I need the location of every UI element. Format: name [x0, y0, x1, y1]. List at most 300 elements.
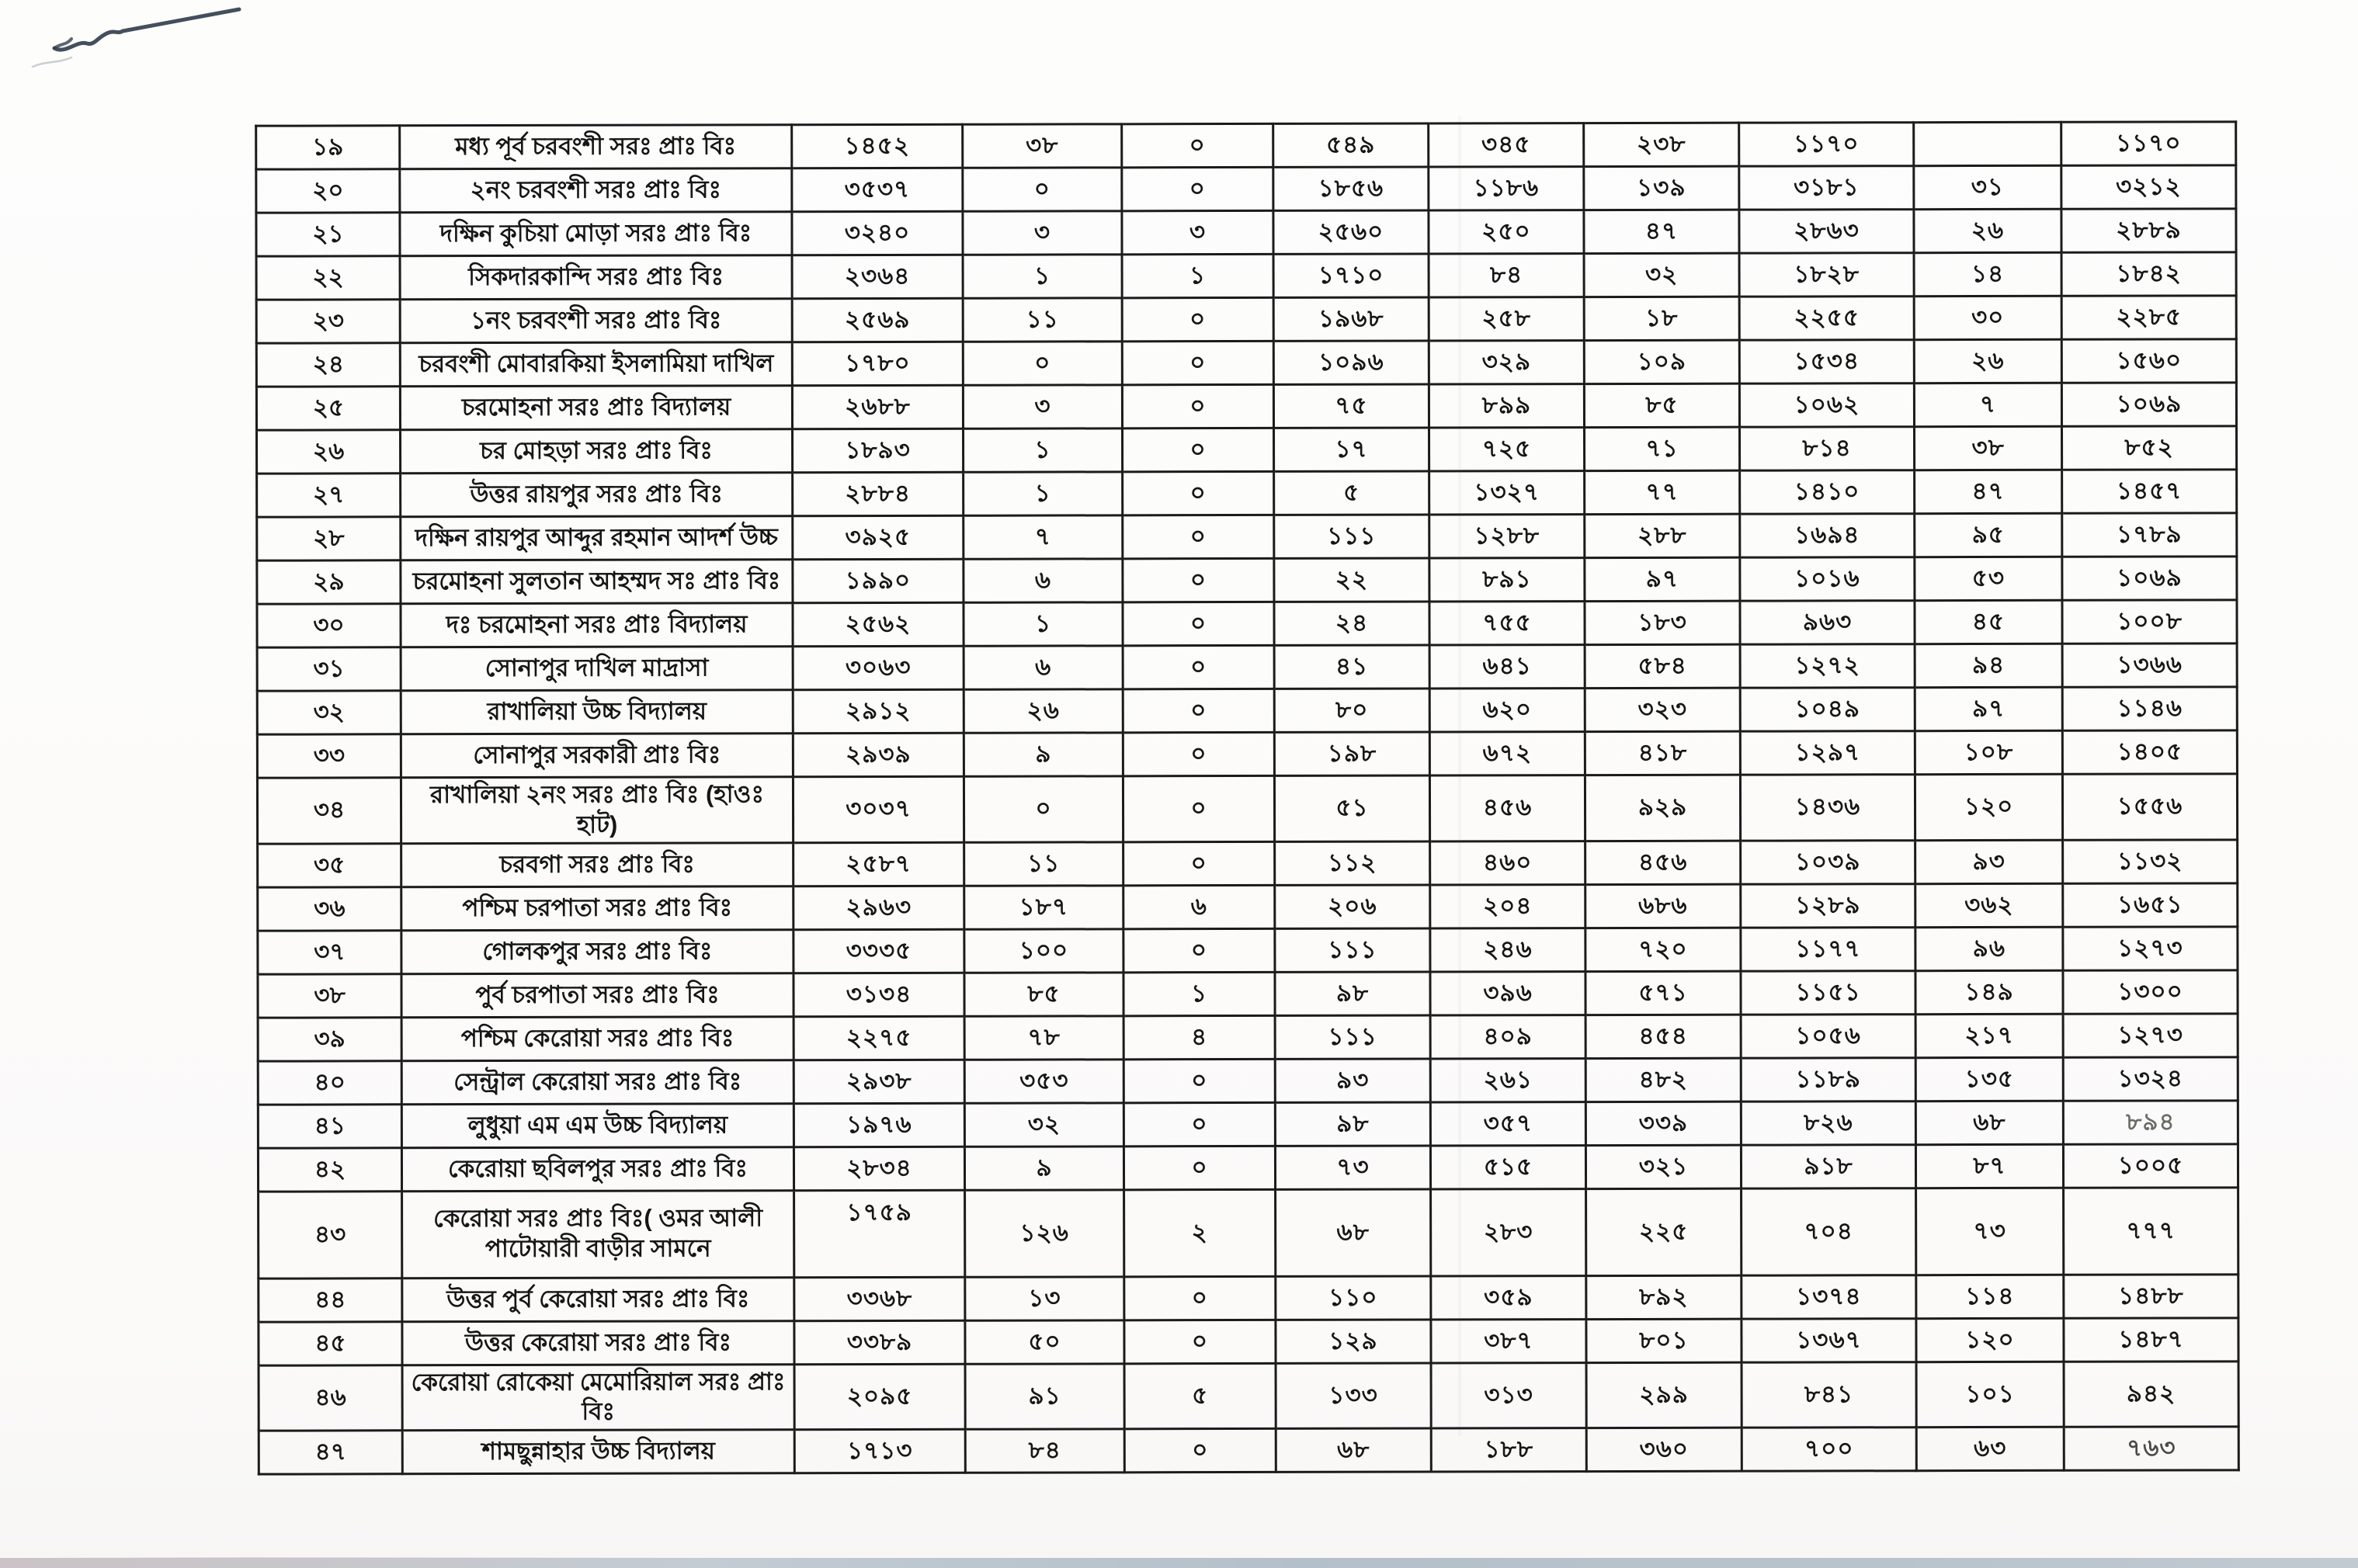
value-cell: ১২৯৭: [1740, 731, 1915, 775]
value-cell: ৩২: [964, 1102, 1123, 1146]
value-cell: ৭৬৩: [2064, 1427, 2238, 1470]
value-cell: ৮৫২: [2061, 426, 2236, 470]
center-name-cell: দক্ষিন কুচিয়া মোড়া সরঃ প্রাঃ বিঃ: [400, 212, 792, 256]
serial-cell: ৪৪: [259, 1278, 402, 1321]
value-cell: ১৩৯: [1584, 166, 1739, 210]
serial-cell: ৩৯: [258, 1017, 401, 1060]
value-cell: ১১১: [1274, 515, 1429, 558]
table-row: [257, 600, 2237, 647]
value-cell: ১৯৯০: [793, 559, 964, 602]
center-name-cell: পশ্চিম কেরোয়া সরঃ প্রাঃ বিঃ: [401, 1016, 794, 1060]
value-cell: ১৭১৩: [794, 1429, 965, 1473]
value-cell: ১: [963, 255, 1122, 298]
value-cell: ১৭৫৯: [794, 1190, 965, 1277]
value-cell: ১১০: [1276, 1276, 1431, 1320]
value-cell: ৮৪: [1429, 254, 1584, 297]
value-cell: ৮৯২: [1586, 1275, 1742, 1319]
serial-cell: ২২: [256, 256, 400, 300]
value-cell: ১২৮৯: [1741, 883, 1915, 927]
value-cell: ৬: [964, 559, 1123, 602]
value-cell: ৫১: [1274, 775, 1429, 841]
serial-cell: ২৬: [257, 430, 401, 474]
value-cell: ০: [964, 776, 1123, 842]
value-cell: ৭১: [1585, 427, 1740, 470]
value-cell: ২৬: [964, 689, 1123, 733]
value-cell: ৩২৪০: [792, 211, 963, 255]
value-cell: ৭: [964, 515, 1123, 559]
table-row: [258, 970, 2238, 1017]
value-cell: ৯৭: [1585, 557, 1740, 601]
value-cell: ১১: [963, 298, 1122, 342]
pen-scribble-mark: [31, 0, 295, 85]
table-row: [257, 557, 2237, 604]
value-cell: ০: [1123, 841, 1275, 885]
value-cell: ০: [1122, 341, 1273, 384]
value-cell: ১৪৩৬: [1740, 775, 1915, 841]
value-cell: ১৫৩৪: [1739, 340, 1914, 383]
value-cell: ১১৭০: [2061, 122, 2236, 165]
value-cell: ০: [1123, 602, 1274, 645]
value-cell: ১১৭৭: [1741, 927, 1915, 970]
value-cell: ৩০: [1914, 296, 2061, 339]
value-cell: ৮৫: [964, 972, 1123, 1015]
table-row: [256, 122, 2236, 169]
value-cell: ৫৭১: [1585, 971, 1741, 1015]
value-cell: ২৫৮৭: [794, 842, 964, 886]
serial-cell: ৩১: [257, 647, 401, 691]
value-cell: ০: [1124, 1320, 1276, 1363]
value-cell: ৫০: [965, 1320, 1124, 1363]
value-cell: ৯৮: [1275, 1102, 1430, 1146]
center-name-cell: দক্ষিন রায়পুর আব্দুর রহমান আদর্শ উচ্চ: [401, 516, 793, 560]
value-cell: ১০৯: [1584, 340, 1739, 383]
table-row: [259, 1187, 2238, 1278]
value-cell: ১০১৬: [1740, 557, 1915, 601]
value-cell: ১১৭০: [1739, 123, 1914, 166]
table-row: [257, 774, 2237, 844]
value-cell: ৩৯২৫: [793, 515, 964, 559]
value-cell: ১১৪: [1916, 1275, 2064, 1318]
value-cell: ৪৮২: [1585, 1058, 1741, 1101]
value-cell: ৫১৫: [1430, 1145, 1585, 1188]
value-cell: ২৮৮৯: [2061, 209, 2236, 252]
scan-bottom-edge: [0, 1558, 2358, 1568]
value-cell: ৩২৩: [1585, 688, 1740, 731]
center-name-cell: সিকদারকান্দি সরঃ প্রাঃ বিঃ: [400, 255, 792, 300]
value-cell: ৯৩: [1275, 1059, 1430, 1102]
table-row: [258, 1056, 2238, 1104]
value-cell: ১: [964, 428, 1123, 472]
value-cell: ৭৩: [1916, 1188, 2064, 1275]
value-cell: ১৬৯৪: [1740, 514, 1915, 557]
value-cell: ১২৭৩: [2063, 926, 2238, 970]
serial-cell: ৪৫: [259, 1321, 402, 1365]
value-cell: ৪৭: [1915, 470, 2062, 513]
value-cell: ৭৩: [1275, 1146, 1430, 1189]
center-name-cell: ১নং চরবংশী সরঃ প্রাঃ বিঃ: [400, 299, 792, 343]
value-cell: ৯৪: [1915, 644, 2062, 687]
value-cell: ৬৮: [1276, 1428, 1431, 1472]
table-row: [256, 339, 2236, 387]
value-cell: ০: [1123, 775, 1274, 841]
table-row: [257, 644, 2237, 691]
value-cell: ৩৬২: [1915, 883, 2063, 927]
value-cell: ১১৫১: [1741, 970, 1915, 1014]
value-cell: ১৭: [1274, 428, 1429, 471]
value-cell: ৩২১২: [2061, 165, 2236, 209]
value-cell: ১৪৮৮: [2064, 1274, 2238, 1317]
value-cell: ১১৩২: [2063, 839, 2238, 883]
value-cell: ১৮২৮: [1739, 253, 1914, 297]
value-cell: ২৮৬৩: [1739, 210, 1914, 253]
table-row: [257, 470, 2237, 517]
value-cell: ৮২৬: [1741, 1101, 1915, 1144]
center-name-cell: সোনাপুর দাখিল মাদ্রাসা: [401, 647, 793, 691]
value-cell: ৭২০: [1585, 928, 1741, 971]
value-cell: ৩১৩৪: [794, 973, 964, 1016]
center-name-cell: কেরোয়া রোকেয়া মেমোরিয়াল সরঃ প্রাঃ বিঃ: [402, 1364, 794, 1431]
center-name-cell: কেরোয়া ছবিলপুর সরঃ প্রাঃ বিঃ: [401, 1147, 794, 1191]
value-cell: ১১২: [1275, 841, 1430, 885]
value-cell: ১২৬: [965, 1189, 1124, 1276]
value-cell: ৫৪৯: [1273, 123, 1429, 167]
value-cell: ৫৩: [1915, 557, 2062, 600]
table-row: [257, 426, 2237, 474]
value-cell: ৯৫: [1915, 513, 2062, 557]
value-cell: ৩১৮১: [1739, 166, 1914, 210]
value-cell: ২৯১২: [793, 689, 964, 733]
serial-cell: ৪০: [258, 1060, 401, 1104]
table-row: [258, 1143, 2238, 1191]
value-cell: ৯৪২: [2064, 1361, 2238, 1427]
value-cell: ৬৩: [1916, 1427, 2064, 1470]
value-cell: ১৭৮০: [792, 342, 963, 385]
value-cell: ৬: [964, 646, 1123, 689]
serial-cell: ৪৬: [259, 1365, 402, 1431]
value-cell: ২৩৬৪: [792, 255, 963, 298]
value-cell: ১০০৫: [2063, 1143, 2238, 1187]
value-cell: ৮০: [1274, 689, 1429, 732]
value-cell: ১৫৬০: [2061, 339, 2236, 383]
value-cell: ২৪: [1274, 602, 1429, 645]
value-cell: ৮৫: [1584, 383, 1739, 427]
value-cell: ১৮৪২: [2061, 252, 2236, 296]
table-row: [259, 1427, 2238, 1474]
serial-cell: ৪৭: [259, 1431, 402, 1474]
value-cell: ২৮৮৪: [793, 472, 964, 515]
value-cell: ৬৮: [1915, 1101, 2063, 1144]
value-cell: ০: [1122, 297, 1273, 341]
center-name-cell: রাখালিয়া ২নং সরঃ প্রাঃ বিঃ (হাওঃ হাট): [401, 777, 793, 844]
value-cell: ১২০: [1915, 774, 2062, 840]
value-cell: ০: [1124, 1428, 1276, 1472]
value-cell: ০: [1123, 689, 1274, 732]
value-cell: ৭৫: [1273, 384, 1429, 428]
value-cell: ১৪: [1914, 252, 2061, 296]
value-cell: ১১৮৯: [1741, 1057, 1915, 1101]
table-row: [256, 252, 2236, 300]
center-name-cell: সোনাপুর সরকারী প্রাঃ বিঃ: [401, 734, 793, 778]
value-cell: ৩২: [1584, 253, 1739, 297]
value-cell: ২৫০: [1429, 210, 1584, 254]
serial-cell: ২৪: [256, 343, 400, 387]
value-cell: ৮৯১: [1429, 558, 1585, 602]
value-cell: ৩৮: [963, 124, 1122, 168]
serial-cell: ৩৪: [257, 778, 401, 844]
table-row: [258, 883, 2238, 930]
value-cell: ১৭৮৯: [2062, 513, 2237, 557]
value-cell: ৩৮: [1915, 426, 2062, 470]
value-cell: ১৫৫৬: [2062, 774, 2237, 840]
value-cell: ৪১৮: [1585, 731, 1740, 775]
serial-cell: ৩৬: [258, 886, 401, 930]
table-row: [256, 165, 2236, 213]
table-row: [257, 687, 2237, 734]
value-cell: ২২: [1274, 558, 1429, 602]
value-cell: ৯৮: [1275, 972, 1430, 1015]
value-cell: ৩৬০: [1586, 1428, 1742, 1471]
value-cell: ০: [1123, 645, 1274, 689]
value-cell: ১১: [964, 841, 1123, 885]
value-cell: ১৩৭৪: [1742, 1275, 1916, 1318]
value-cell: ১২০: [1916, 1318, 2064, 1362]
value-cell: ৩০৩৭: [793, 776, 964, 842]
serial-cell: ৪২: [258, 1147, 401, 1191]
value-cell: ২৯৩৯: [793, 733, 964, 776]
value-cell: ৩৫৩: [964, 1059, 1123, 1102]
value-cell: ১১১: [1275, 928, 1430, 972]
table-row: [258, 1100, 2238, 1147]
value-cell: ৮৯৪: [2063, 1100, 2238, 1143]
value-cell: ২৫৬২: [793, 602, 964, 646]
paper-crease: [1458, 116, 1461, 1436]
table-row: [258, 839, 2238, 886]
value-cell: ৩১: [1914, 165, 2061, 209]
value-cell: ২৪৬: [1430, 928, 1585, 971]
value-cell: ৪৬০: [1430, 841, 1585, 884]
value-cell: ১০৬২: [1739, 383, 1914, 427]
value-cell: ৩১৩: [1431, 1362, 1586, 1428]
value-cell: ৩২১: [1585, 1145, 1741, 1188]
serial-cell: ২৩: [256, 300, 400, 343]
value-cell: ১০০: [964, 928, 1123, 972]
center-name-cell: ২নং চরবংশী সরঃ প্রাঃ বিঃ: [400, 168, 792, 213]
table-row: [257, 730, 2237, 778]
value-cell: ২৩৮: [1584, 123, 1739, 166]
results-table-body: [256, 122, 2239, 1474]
serial-cell: ৩২: [257, 691, 401, 734]
value-cell: ২৮৩৪: [794, 1147, 964, 1190]
value-cell: [1914, 122, 2061, 165]
value-cell: ১২৮৮: [1429, 515, 1585, 558]
value-cell: ১৪১০: [1740, 470, 1915, 514]
value-cell: ৯৬৩: [1740, 601, 1915, 644]
table-row: [258, 926, 2238, 973]
center-name-cell: শামছুন্নাহার উচ্চ বিদ্যালয়: [402, 1430, 794, 1474]
value-cell: ১২৯: [1276, 1320, 1431, 1363]
value-cell: ১: [1123, 972, 1275, 1015]
serial-cell: ২১: [256, 213, 400, 256]
value-cell: ৩: [1122, 210, 1273, 254]
value-cell: ৪৭: [1584, 210, 1739, 253]
value-cell: ৬: [1123, 885, 1275, 928]
value-cell: ৬২০: [1429, 689, 1585, 732]
value-cell: ২৫৮: [1429, 297, 1584, 341]
table-row: [258, 1013, 2238, 1060]
value-cell: ৩৩৯: [1585, 1101, 1741, 1145]
serial-cell: ৩৭: [258, 930, 401, 973]
value-cell: ৭৮: [964, 1015, 1123, 1059]
value-cell: ৩৫৯: [1431, 1275, 1586, 1319]
value-cell: ৯৬: [1915, 927, 2063, 970]
value-cell: ৭০৪: [1742, 1188, 1916, 1275]
value-cell: ৮৭: [1915, 1144, 2063, 1188]
value-cell: ৯: [964, 1146, 1123, 1189]
value-cell: ৪৫: [1915, 600, 2062, 644]
value-cell: ২০৯৫: [794, 1364, 965, 1430]
value-cell: ৯৩: [1915, 840, 2063, 883]
value-cell: ২০৬: [1275, 885, 1430, 928]
value-cell: ০: [1123, 471, 1274, 515]
serial-cell: ৩০: [257, 604, 401, 647]
value-cell: ১০৪৯: [1740, 688, 1915, 731]
value-cell: ৯১: [965, 1363, 1124, 1429]
value-cell: ৮৪: [965, 1429, 1124, 1473]
value-cell: ১৪০৫: [2062, 730, 2237, 774]
center-name-cell: পুর্ব চরপাতা সরঃ প্রাঃ বিঃ: [401, 973, 794, 1017]
center-name-cell: চর মোহড়া সরঃ প্রাঃ বিঃ: [401, 429, 793, 474]
value-cell: ০: [963, 342, 1122, 385]
table-row: [259, 1317, 2238, 1365]
value-cell: ৭৭: [1585, 470, 1740, 514]
value-cell: ১০৮: [1915, 730, 2062, 774]
table-row: [259, 1361, 2238, 1431]
value-cell: ০: [1124, 1276, 1276, 1320]
value-cell: ৭৭৭: [2064, 1187, 2238, 1274]
center-name-cell: চরমোহনা সুলতান আহম্মদ সঃ প্রাঃ বিঃ: [401, 560, 793, 604]
center-name-cell: রাখালিয়া উচ্চ বিদ্যালয়: [401, 690, 793, 734]
value-cell: ৭: [1914, 383, 2061, 426]
value-cell: ১৩: [965, 1276, 1124, 1320]
value-cell: ১৬৫১: [2063, 883, 2238, 926]
value-cell: ১৩৬৬: [2062, 644, 2237, 687]
center-name-cell: কেরোয়া সরঃ প্রাঃ বিঃ( ওমর আলী পাটোয়ারী বাড়ীর সামনে: [402, 1190, 794, 1278]
serial-cell: ৪৩: [259, 1191, 402, 1278]
value-cell: ১০৩৯: [1741, 840, 1915, 883]
value-cell: ০: [1123, 428, 1274, 471]
value-cell: ৮৯৯: [1429, 384, 1584, 428]
value-cell: ১৩২৪: [2063, 1056, 2238, 1100]
value-cell: ০: [1123, 515, 1274, 558]
value-cell: ২২৫: [1586, 1188, 1742, 1275]
value-cell: ১: [964, 472, 1123, 515]
value-cell: ৯: [964, 733, 1123, 776]
value-cell: ২৮৮: [1585, 514, 1740, 557]
value-cell: ০: [1123, 732, 1274, 775]
value-cell: ১৪৯: [1915, 970, 2063, 1014]
serial-cell: ২৯: [257, 560, 401, 604]
value-cell: ২৬: [1914, 339, 2061, 383]
results-table: [255, 120, 2240, 1475]
value-cell: ১৩২৭: [1429, 471, 1585, 515]
value-cell: ০: [1123, 558, 1274, 602]
value-cell: ১১১: [1275, 1015, 1430, 1059]
value-cell: ১০১: [1916, 1362, 2064, 1428]
serial-cell: ৪১: [258, 1104, 401, 1147]
value-cell: ৬৮৬: [1585, 884, 1741, 928]
value-cell: ৭৫৫: [1429, 602, 1585, 645]
center-name-cell: চরবংশী মোবারকিয়া ইসলামিয়া দাখিল: [400, 342, 792, 387]
value-cell: ১০৬৯: [2061, 383, 2236, 426]
value-cell: ১৩৩: [1276, 1363, 1431, 1429]
value-cell: ৪০৯: [1430, 1015, 1585, 1058]
value-cell: ৯১৮: [1741, 1144, 1915, 1188]
value-cell: ১১৮৬: [1429, 167, 1584, 210]
center-name-cell: চরবগা সরঃ প্রাঃ বিঃ: [401, 842, 794, 886]
value-cell: ২৫৬৯: [792, 298, 963, 342]
value-cell: ২৯৩৮: [794, 1060, 964, 1103]
value-cell: ৬৮: [1276, 1189, 1431, 1276]
serial-cell: ৩৩: [257, 734, 401, 778]
value-cell: ১৯৬৮: [1273, 297, 1429, 341]
value-cell: ৩৫৩৭: [792, 168, 963, 211]
serial-cell: ১৯: [256, 126, 400, 169]
table-row: [256, 209, 2236, 256]
value-cell: ৮৪১: [1742, 1362, 1916, 1428]
center-name-cell: উত্তর পুর্ব কেরোয়া সরঃ প্রাঃ বিঃ: [402, 1277, 794, 1321]
value-cell: ২৮৩: [1431, 1188, 1586, 1275]
value-cell: ৩৩৮৯: [794, 1320, 965, 1364]
center-name-cell: চরমোহনা সরঃ প্রাঃ বিদ্যালয়: [400, 386, 792, 430]
serial-cell: ৩৮: [258, 973, 401, 1017]
value-cell: ১৯৮: [1274, 732, 1429, 775]
table-row: [259, 1274, 2238, 1321]
serial-cell: ২৫: [256, 387, 400, 430]
value-cell: ০: [963, 168, 1122, 211]
value-cell: ৫: [1274, 471, 1429, 515]
center-name-cell: লুধুয়া এম এম উচ্চ বিদ্যালয়: [401, 1103, 794, 1147]
value-cell: ২৫৬০: [1273, 210, 1429, 254]
value-cell: ১৩৬৭: [1742, 1318, 1916, 1362]
value-cell: ০: [1122, 167, 1273, 210]
value-cell: ৪১: [1274, 645, 1429, 689]
value-cell: ০: [1123, 928, 1275, 972]
value-cell: ১৮৯৩: [793, 428, 964, 472]
value-cell: ০: [1122, 384, 1273, 428]
value-cell: ২৬৮৮: [792, 385, 963, 428]
table-row: [256, 383, 2236, 430]
value-cell: ১: [1122, 254, 1273, 297]
value-cell: ১২৭৩: [2063, 1013, 2238, 1056]
value-cell: ০: [1123, 1146, 1275, 1189]
value-cell: ৩৯৬: [1430, 971, 1585, 1015]
value-cell: ০: [1123, 1059, 1275, 1102]
value-cell: ২৯৯: [1586, 1362, 1742, 1428]
value-cell: ১৭১০: [1273, 254, 1429, 297]
value-cell: ৪৫৪: [1585, 1015, 1741, 1058]
value-cell: ৩৫৭: [1430, 1101, 1585, 1145]
value-cell: ২৬: [1914, 209, 2061, 252]
table-row: [256, 296, 2236, 343]
value-cell: ২০৪: [1430, 884, 1585, 928]
value-cell: ১৪৫৭: [2062, 470, 2237, 513]
serial-cell: ২৭: [257, 474, 401, 517]
value-cell: ০: [1123, 1102, 1275, 1146]
value-cell: ০: [1122, 123, 1273, 167]
value-cell: ৫৮৪: [1585, 644, 1740, 688]
value-cell: ৪: [1123, 1015, 1275, 1059]
value-cell: ৬৭২: [1429, 732, 1585, 775]
